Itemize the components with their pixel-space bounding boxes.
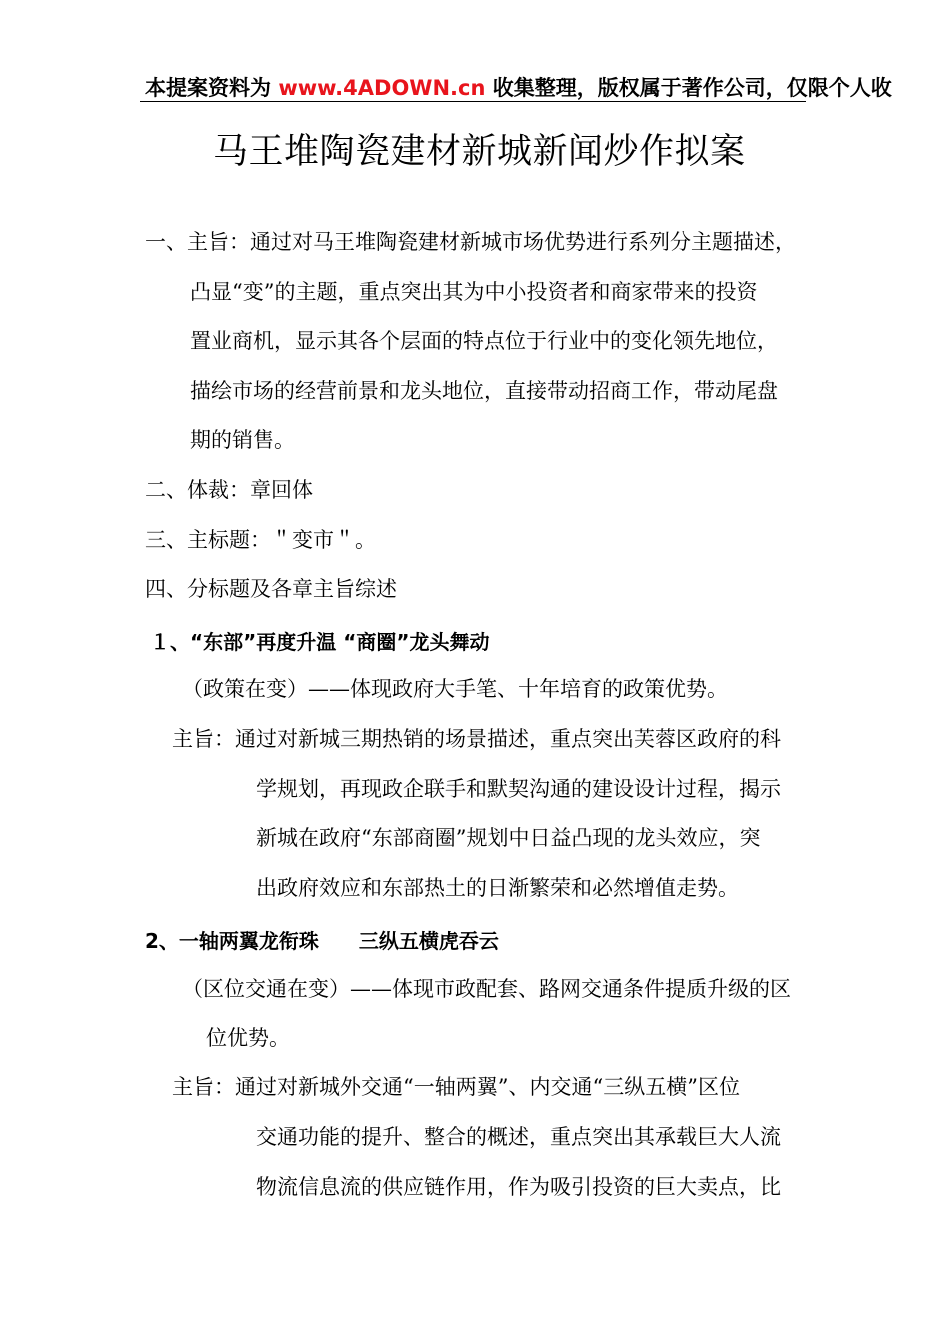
para-line: 位优势。 xyxy=(206,1026,290,1050)
section-heading: 2、一轴两翼龙衔珠 三纵五横虎吞云 xyxy=(145,929,499,953)
para-line: 期的销售。 xyxy=(190,428,295,452)
para-line: 置业商机，显示其各个层面的特点位于行业中的变化领先地位， xyxy=(190,329,778,353)
para-line: 三、主标题：＂变市＂。 xyxy=(145,528,376,552)
header-prefix: 本提案资料为 xyxy=(145,76,271,100)
header-site-link[interactable]: www.4ADOWN.cn xyxy=(278,76,486,100)
page-title: 马王堆陶瓷建材新城新闻炒作拟案 xyxy=(213,132,746,172)
section-heading: １、“东部”再度升温 “商圈”龙头舞动 xyxy=(150,630,490,654)
para-line: 主旨：通过对新城三期热销的场景描述，重点突出芙蓉区政府的科 xyxy=(172,727,781,751)
para-line: 四、分标题及各章主旨综述 xyxy=(145,577,397,601)
para-line: 主旨：通过对新城外交通“一轴两翼”、内交通“三纵五横”区位 xyxy=(172,1075,740,1099)
header-divider xyxy=(140,101,806,102)
para-line: 一、主旨：通过对马王堆陶瓷建材新城市场优势进行系列分主题描述， xyxy=(145,230,796,254)
para-line: 学规划，再现政企联手和默契沟通的建设设计过程，揭示 xyxy=(256,777,781,801)
para-line: 描绘市场的经营前景和龙头地位，直接带动招商工作，带动尾盘 xyxy=(190,379,778,403)
para-line: （区位交通在变）——体现市政配套、路网交通条件提质升级的区 xyxy=(182,977,791,1001)
header-suffix: 收集整理，版权属于著作公司，仅限个人收 xyxy=(492,76,892,100)
para-line: 交通功能的提升、整合的概述，重点突出其承载巨大人流 xyxy=(256,1125,781,1149)
para-line: （政策在变）——体现政府大手笔、十年培育的政策优势。 xyxy=(182,677,728,701)
para-line: 凸显“变”的主题，重点突出其为中小投资者和商家带来的投资 xyxy=(190,280,758,304)
para-line: 二、体裁：章回体 xyxy=(145,478,313,502)
para-line: 物流信息流的供应链作用，作为吸引投资的巨大卖点，比 xyxy=(256,1175,781,1199)
para-line: 出政府效应和东部热土的日渐繁荣和必然增值走势。 xyxy=(256,876,739,900)
header-notice xyxy=(145,72,892,102)
para-line: 新城在政府“东部商圈”规划中日益凸现的龙头效应，突 xyxy=(256,826,761,850)
